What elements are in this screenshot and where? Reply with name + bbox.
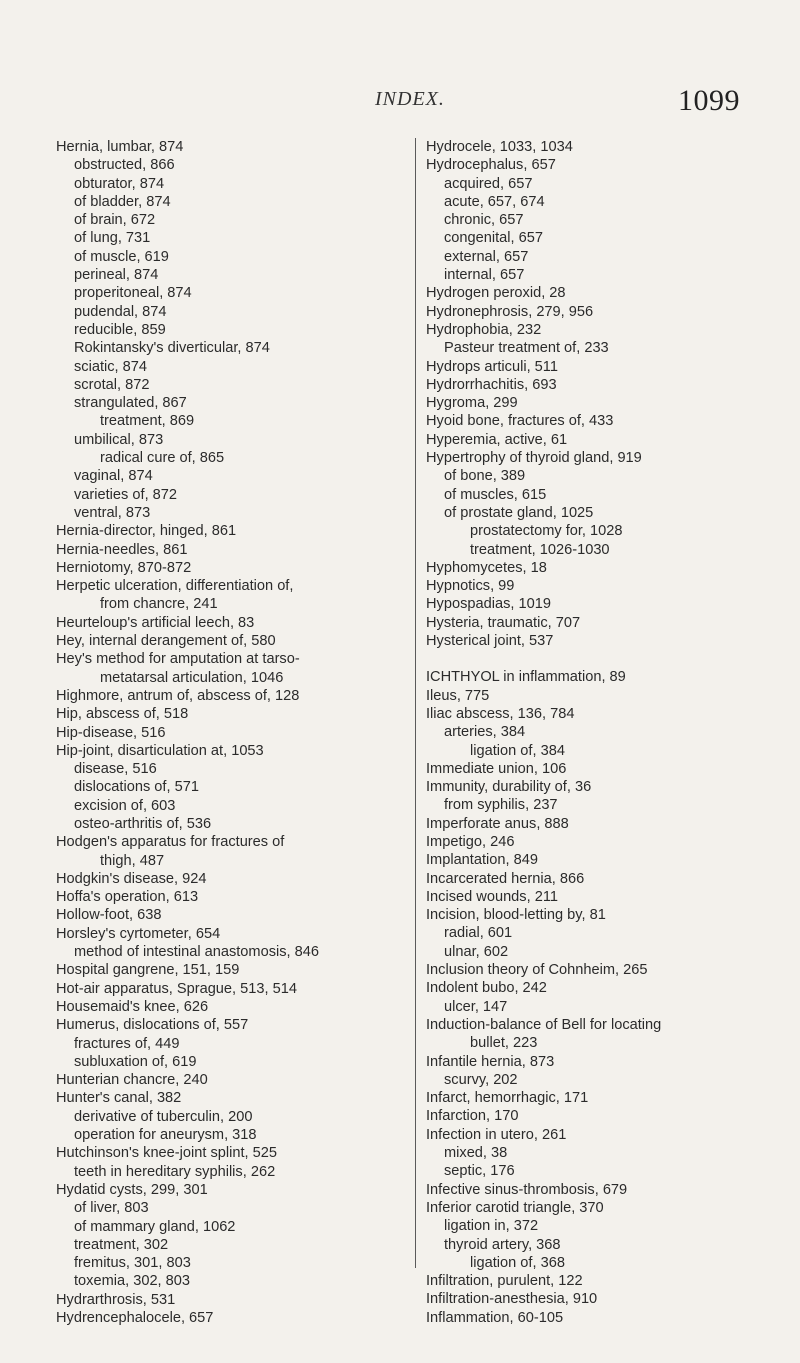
index-entry: Infective sinus-thrombosis, 679 — [426, 1181, 628, 1198]
index-entry: Housemaid's knee, 626 — [56, 998, 209, 1015]
index-subentry: obturator, 874 — [74, 175, 165, 192]
index-subentry: properitoneal, 874 — [74, 285, 192, 302]
index-subentry: thyroid artery, 368 — [444, 1236, 561, 1253]
index-entry: ICHTHYOL in inflammation, 89 — [426, 669, 626, 686]
index-subentry: vaginal, 874 — [74, 468, 153, 485]
index-entry: Herniotomy, 870-872 — [56, 559, 192, 576]
index-subentry: congenital, 657 — [444, 230, 543, 247]
index-entry: Ileus, 775 — [426, 687, 490, 704]
index-subentry: prostatectomy for, 1028 — [470, 523, 623, 540]
index-subentry: treatment, 869 — [100, 413, 195, 430]
index-subentry: of bladder, 874 — [74, 193, 171, 210]
index-entry: Implantation, 849 — [426, 852, 538, 869]
index-subentry: ulnar, 602 — [444, 943, 509, 960]
index-entry: Hutchinson's knee-joint splint, 525 — [56, 1145, 278, 1162]
index-subentry: operation for aneurysm, 318 — [74, 1127, 257, 1144]
index-subentry: from syphilis, 237 — [444, 797, 558, 814]
index-entry: Heurteloup's artificial leech, 83 — [56, 614, 255, 631]
index-entry: Imperforate anus, 888 — [426, 815, 569, 832]
index-entry: Hydronephrosis, 279, 956 — [426, 303, 594, 320]
index-subentry: fractures of, 449 — [74, 1035, 180, 1052]
index-subentry: treatment, 302 — [74, 1236, 169, 1253]
index-subentry: acute, 657, 674 — [444, 193, 545, 210]
section-gap — [426, 650, 766, 668]
index-entry: Hydrophobia, 232 — [426, 321, 542, 338]
index-entry: Hernia-needles, 861 — [56, 541, 188, 558]
index-entry: Infarct, hemorrhagic, 171 — [426, 1090, 589, 1107]
index-entry: Incised wounds, 211 — [426, 888, 558, 905]
index-entry: Hodgkin's disease, 924 — [56, 870, 207, 887]
index-subentry: fremitus, 301, 803 — [74, 1255, 191, 1272]
index-entry: Horsley's cyrtometer, 654 — [56, 925, 221, 942]
index-entry: Hypospadias, 1019 — [426, 596, 551, 613]
index-entry: Hydrencephalocele, 657 — [56, 1310, 214, 1326]
index-entry: Hyoid bone, fractures of, 433 — [426, 413, 614, 430]
index-subentry: external, 657 — [444, 248, 529, 265]
index-subentry: from chancre, 241 — [100, 596, 218, 613]
index-entry: Impetigo, 246 — [426, 833, 515, 850]
index-entry: Humerus, dislocations of, 557 — [56, 1017, 249, 1034]
index-subentry: internal, 657 — [444, 267, 525, 284]
index-subentry: derivative of tuberculin, 200 — [74, 1108, 253, 1125]
index-subentry: strangulated, 867 — [74, 395, 187, 412]
index-subentry: bullet, 223 — [470, 1035, 538, 1052]
index-entry: Infarction, 170 — [426, 1108, 519, 1125]
index-entry: Hollow-foot, 638 — [56, 907, 162, 924]
index-subentry: metatarsal articulation, 1046 — [100, 669, 284, 686]
index-subentry: sciatic, 874 — [74, 358, 148, 375]
index-entry: Hernia-director, hinged, 861 — [56, 523, 237, 540]
index-subentry: scurvy, 202 — [444, 1071, 518, 1088]
index-entry: Incision, blood-letting by, 81 — [426, 907, 606, 924]
index-subentry: method of intestinal anastomosis, 846 — [74, 944, 319, 961]
index-entry: Iliac abscess, 136, 784 — [426, 705, 575, 722]
index-subentry: radical cure of, 865 — [100, 450, 225, 467]
index-entry: Hydrocephalus, 657 — [426, 157, 556, 174]
index-subentry: reducible, 859 — [74, 321, 166, 338]
index-entry: Hydrarthrosis, 531 — [56, 1291, 176, 1308]
index-subentry: septic, 176 — [444, 1163, 515, 1180]
column-divider — [415, 138, 416, 1268]
index-subentry: of liver, 803 — [74, 1200, 149, 1217]
index-entry: Hyphomycetes, 18 — [426, 559, 547, 576]
index-subentry: mixed, 38 — [444, 1145, 508, 1162]
index-subentry: disease, 516 — [74, 761, 157, 778]
index-entry: Hip-disease, 516 — [56, 724, 166, 741]
index-subentry: obstructed, 866 — [74, 157, 175, 174]
index-subentry: pudendal, 874 — [74, 303, 167, 320]
index-entry: Hospital gangrene, 151, 159 — [56, 962, 240, 979]
index-subentry: excision of, 603 — [74, 797, 176, 814]
index-subentry: acquired, 657 — [444, 175, 533, 192]
index-entry: Hip, abscess of, 518 — [56, 706, 189, 723]
index-subentry: ulcer, 147 — [444, 998, 508, 1015]
index-subentry: teeth in hereditary syphilis, 262 — [74, 1163, 276, 1180]
index-subentry: varieties of, 872 — [74, 486, 178, 503]
index-entry: Immediate union, 106 — [426, 760, 567, 777]
index-entry: Induction-balance of Bell for locating — [426, 1016, 662, 1033]
index-entry: Hysterical joint, 537 — [426, 633, 554, 650]
index-entry: Hunterian chancre, 240 — [56, 1072, 208, 1089]
index-subentry: Rokintansky's diverticular, 874 — [74, 340, 270, 357]
index-entry: Incarcerated hernia, 866 — [426, 870, 585, 887]
index-entry: Hydrops articuli, 511 — [426, 358, 558, 375]
index-entry: Hygroma, 299 — [426, 395, 518, 412]
index-subentry: subluxation of, 619 — [74, 1053, 197, 1070]
index-entry: Hysteria, traumatic, 707 — [426, 614, 581, 631]
index-entry: Hyperemia, active, 61 — [426, 431, 568, 448]
index-subentry: dislocations of, 571 — [74, 779, 199, 796]
index-subentry: of brain, 672 — [74, 212, 156, 229]
index-subentry: ligation of, 384 — [470, 742, 565, 759]
index-entry: Hey's method for amputation at tarso- — [56, 651, 300, 668]
index-entry: Hodgen's apparatus for fractures of — [56, 834, 285, 851]
index-entry: Hip-joint, disarticulation at, 1053 — [56, 742, 264, 759]
index-subentry: of mammary gland, 1062 — [74, 1218, 236, 1235]
index-subentry: chronic, 657 — [444, 212, 524, 229]
index-subentry: of muscles, 615 — [444, 486, 547, 503]
index-entry: Infection in utero, 261 — [426, 1126, 567, 1143]
index-entry: Infantile hernia, 873 — [426, 1053, 555, 1070]
index-subentry: of bone, 389 — [444, 468, 526, 485]
page-number: 1099 — [678, 84, 740, 117]
index-column-left — [56, 138, 396, 1327]
index-entry: Herpetic ulceration, differentiation of, — [56, 578, 294, 595]
index-subentry: toxemia, 302, 803 — [74, 1273, 191, 1290]
index-subentry: perineal, 874 — [74, 267, 159, 284]
index-entry: Infiltration-anesthesia, 910 — [426, 1291, 598, 1308]
index-subentry: radial, 601 — [444, 925, 513, 942]
index-subentry: thigh, 487 — [100, 852, 165, 869]
index-subentry: osteo-arthritis of, 536 — [74, 815, 212, 832]
index-entry: Hydatid cysts, 299, 301 — [56, 1181, 208, 1198]
index-entry: Inferior carotid triangle, 370 — [426, 1199, 604, 1216]
index-entry: Hydrorrhachitis, 693 — [426, 376, 557, 393]
index-subentry: of lung, 731 — [74, 230, 151, 247]
index-entry: Immunity, durability of, 36 — [426, 779, 592, 796]
index-subentry: of prostate gland, 1025 — [444, 504, 594, 521]
index-entry: Hoffa's operation, 613 — [56, 889, 199, 906]
index-subentry: umbilical, 873 — [74, 431, 164, 448]
index-subentry: arteries, 384 — [444, 724, 526, 741]
index-column-right — [426, 138, 766, 1327]
index-entry: Hydrogen peroxid, 28 — [426, 285, 566, 302]
index-subentry: ventral, 873 — [74, 504, 151, 521]
index-entry: Hey, internal derangement of, 580 — [56, 633, 276, 650]
index-subentry: of muscle, 619 — [74, 248, 169, 265]
index-entry: Highmore, antrum of, abscess of, 128 — [56, 687, 300, 704]
index-entry: Infiltration, purulent, 122 — [426, 1273, 583, 1290]
index-subentry: scrotal, 872 — [74, 376, 150, 393]
index-entry: Inclusion theory of Cohnheim, 265 — [426, 962, 648, 979]
index-subentry: ligation in, 372 — [444, 1218, 539, 1235]
index-entry: Hydrocele, 1033, 1034 — [426, 139, 573, 155]
index-entry: Inflammation, 60-105 — [426, 1309, 564, 1326]
index-entry: Hot-air apparatus, Sprague, 513, 514 — [56, 980, 297, 997]
index-entry: Hypertrophy of thyroid gland, 919 — [426, 450, 642, 467]
index-subentry: treatment, 1026-1030 — [470, 541, 610, 558]
index-entry: Hernia, lumbar, 874 — [56, 139, 184, 155]
index-entry: Hunter's canal, 382 — [56, 1090, 182, 1107]
index-entry: Hypnotics, 99 — [426, 578, 515, 595]
index-subentry: Pasteur treatment of, 233 — [444, 340, 609, 357]
index-subentry: ligation of, 368 — [470, 1254, 565, 1271]
running-head-title: INDEX. — [375, 88, 445, 110]
index-entry: Indolent bubo, 242 — [426, 980, 547, 997]
